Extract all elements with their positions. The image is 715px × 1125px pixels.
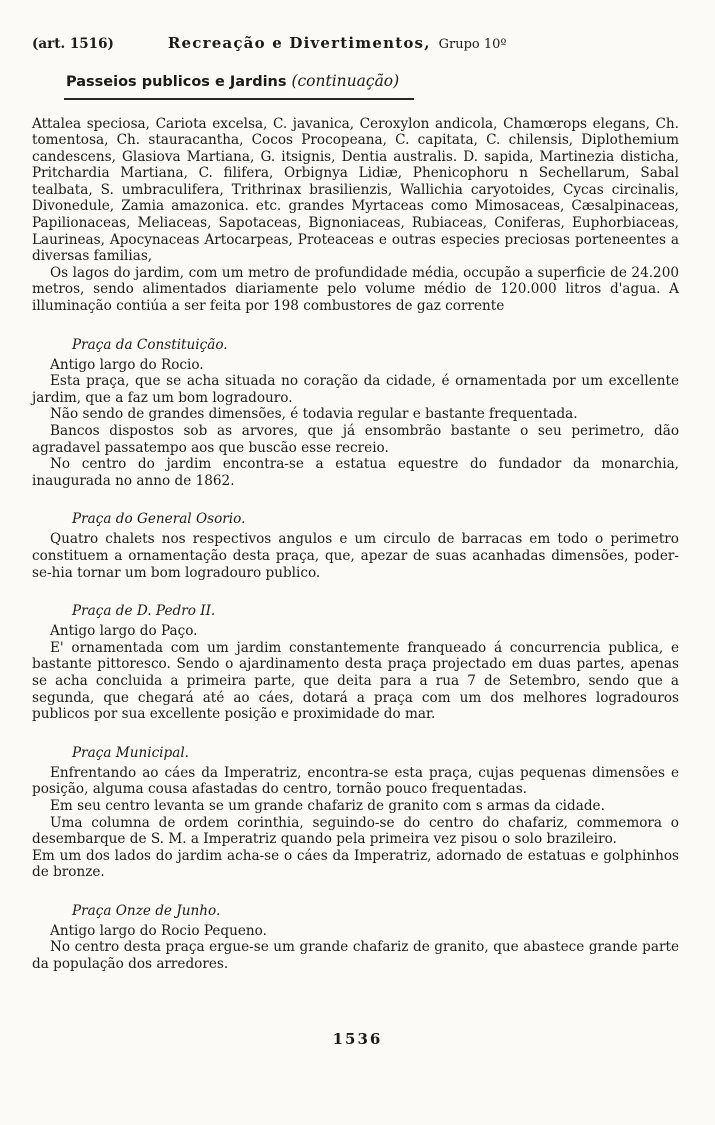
section-heading: Praça Onze de Junho.: [72, 902, 221, 919]
section-paragraph: Antigo largo do Paço.: [50, 623, 198, 640]
title-underline: [64, 98, 414, 100]
section-heading: Praça da Constituição.: [72, 336, 228, 353]
section-paragraph: Bancos dispostos sob as arvores, que já ensombrão bastante o seu perimetro, dão agradavel passatempo aos que buscão esse recreio.: [32, 423, 679, 456]
section-paragraph: No centro do jardim encontra-se a estatua equestre do fundador da monarchia, inaugurada no anno de 1862.: [32, 456, 679, 489]
section-paragraph: Em seu centro levanta se um grande chafariz de granito com s armas da cidade.: [50, 797, 605, 814]
section-heading: Praça do General Osorio.: [72, 511, 246, 528]
section-paragraph: Uma columna de ordem corinthia, seguindo-se do centro do chafariz, commemora o desembarque de S. M. a Imperatriz quando pela primeira vez pisou o solo brazileiro.: [32, 814, 679, 848]
section-paragraph: Em um dos lados do jardim acha-se o cáes da Imperatriz, adornado de estatuas e golphinhos de bronze.: [32, 847, 679, 881]
section-paragraph: Quatro chalets nos respectivos angulos e um circulo de barracas em todo o perimetro constituem a ornamentação desta praça, que, apezar de suas acanhadas dimensões, poder-se-hia tornar um bom logradouro publico.: [32, 531, 679, 581]
section-paragraph: E' ornamentada com um jardim constantemente franqueado á concurrencia publica, e bastante pittoresco. Sendo o ajardinamento desta praça projectado em duas partes, apenas se acha concluida a primeira parte, que deita para a rua 7 de Setembro, sendo que a segunda, que chegará até ao cáes, dotará a praça com um dos melhores logradouros publicos por sua excellente posição e proximidade do mar.: [32, 639, 679, 723]
section-paragraph: Enfrentando ao cáes da Imperatriz, encontra-se esta praça, cujas pequenas dimensões e posição, alguma cousa afastadas do centro, tornão pouco frequentadas.: [32, 764, 679, 798]
section-heading: Praça Municipal.: [72, 744, 190, 761]
section-title: Recreação e Divertimentos,: [167, 34, 431, 52]
section-municipal: [32, 745, 679, 881]
page-title: [66, 72, 679, 90]
section-paragraph: Não sendo de grandes dimensões, é todavia regular e bastante frequentada.: [50, 406, 578, 423]
section-paragraph: Antigo largo do Rocio Pequeno.: [50, 922, 267, 939]
title-suffix: (continuação): [291, 72, 400, 90]
section-heading: Praça de D. Pedro II.: [72, 603, 216, 620]
section-general-osorio: [32, 511, 679, 581]
intro-paragraph: Os lagos do jardim, com um metro de profundidade média, occupão a superficie de 24.200 metros, sendo alimentados diariamente pelo volume médio de 120.000 litros d'agua. A illuminação contiúa a ser feita por 198 combustores de gaz corrente: [32, 264, 679, 315]
section-paragraph: No centro desta praça ergue-se um grande chafariz de granito, que abastece grande parte da população dos arredores.: [32, 939, 679, 973]
section-paragraph: Antigo largo do Rocio.: [50, 356, 204, 373]
intro-paragraph: Attalea speciosa, Cariota excelsa, C. javanica, Ceroxylon andicola, Chamœrops elegans, Ch. tomentosa, Ch. stauracantha, Cocos Procopeana, C. capitata, C. chilensis, Diplothemium candescens, Glasiova Martiana, G. itsignis, Dentia australis. D. sapida, Martinezia disticha, Pritchardia Martiana, C. filifera, Orbignya Lidiæ, Phenicophoru n Sechellarum, Sabal tealbata, S. umbraculifera, Trithrinax brasilienzis, Wallichia caryotoides, Cycas circinalis, Divonedule, Zamia amazonica. etc. grandes Myrtaceas como Mimosaceas, Cæsalpinaceas, Papilionaceas, Meliaceas, Sapotaceas, Bignoniaceas, Rubiaceas, Coniferas, Euphorbiaceas, Laurineas, Apocynaceas Artocarpeas, Proteaceas e outras especies preciosas porteneentes a diversas familias,: [32, 115, 679, 265]
running-header: [32, 34, 679, 52]
group-label: Grupo 10º: [438, 37, 507, 52]
title-main: Passeios publicos e Jardins: [66, 74, 287, 90]
section-onze-de-junho: [32, 903, 679, 973]
section-dom-pedro-ii: [32, 603, 679, 723]
page-number: 1536: [332, 1030, 383, 1048]
section-constituicao: [32, 337, 679, 490]
section-paragraph: Esta praça, que se acha situada no coração da cidade, é ornamentada por um excellente jardim, que a faz um bom logradouro.: [32, 373, 679, 406]
article-reference: (art. 1516): [32, 36, 114, 52]
